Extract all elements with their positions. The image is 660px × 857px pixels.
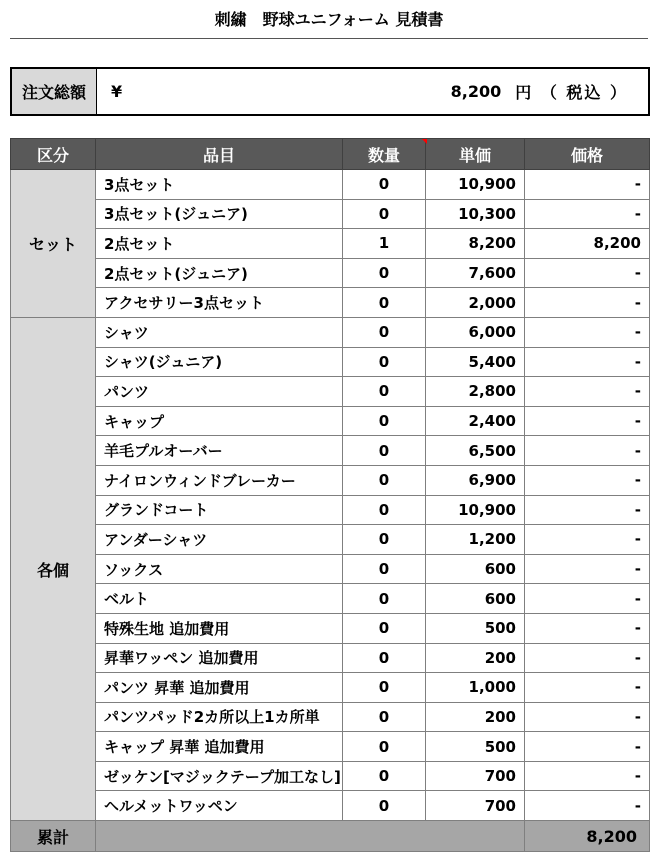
price-cell: -	[525, 288, 650, 318]
item-name-cell: 3点セット	[96, 170, 343, 200]
item-name-cell: パンツ	[96, 377, 343, 407]
header-price: 価格	[525, 139, 650, 170]
item-name-cell: 羊毛プルオーバー	[96, 436, 343, 466]
unit-price-cell: 700	[426, 761, 525, 791]
quantity-cell[interactable]: 0	[343, 702, 426, 732]
price-cell: -	[525, 317, 650, 347]
item-name-cell: ヘルメットワッペン	[96, 791, 343, 821]
quote-table-body	[11, 170, 650, 821]
quote-table	[10, 138, 650, 852]
unit-price-cell: 6,000	[426, 317, 525, 347]
price-cell: -	[525, 554, 650, 584]
item-name-cell: ナイロンウィンドブレーカー	[96, 465, 343, 495]
item-name-cell: ベルト	[96, 584, 343, 614]
item-name-cell: キャップ 昇華 追加費用	[96, 732, 343, 762]
item-name-cell: キャップ	[96, 406, 343, 436]
unit-price-cell: 600	[426, 554, 525, 584]
table-row	[11, 229, 650, 259]
table-row	[11, 465, 650, 495]
cell-comment-indicator	[422, 139, 427, 144]
quantity-cell[interactable]: 0	[343, 495, 426, 525]
price-cell: -	[525, 761, 650, 791]
table-row	[11, 584, 650, 614]
quantity-cell[interactable]: 0	[343, 761, 426, 791]
quantity-cell[interactable]: 0	[343, 317, 426, 347]
unit-price-cell: 2,800	[426, 377, 525, 407]
unit-price-cell: 500	[426, 613, 525, 643]
header-quantity: 数量	[343, 139, 426, 170]
price-cell: -	[525, 584, 650, 614]
table-row	[11, 317, 650, 347]
quantity-cell[interactable]: 0	[343, 465, 426, 495]
table-row	[11, 761, 650, 791]
quantity-cell[interactable]: 0	[343, 258, 426, 288]
table-row	[11, 436, 650, 466]
quantity-cell[interactable]: 0	[343, 732, 426, 762]
table-row	[11, 347, 650, 377]
quantity-cell[interactable]: 0	[343, 347, 426, 377]
unit-price-cell: 200	[426, 702, 525, 732]
unit-price-cell: 2,400	[426, 406, 525, 436]
quantity-cell[interactable]: 0	[343, 554, 426, 584]
price-cell: -	[525, 199, 650, 229]
unit-price-cell: 6,500	[426, 436, 525, 466]
table-header-row	[11, 139, 650, 170]
item-name-cell: アクセサリー3点セット	[96, 288, 343, 318]
item-name-cell: 昇華ワッペン 追加費用	[96, 643, 343, 673]
price-cell: -	[525, 702, 650, 732]
price-cell: -	[525, 673, 650, 703]
table-row	[11, 673, 650, 703]
item-name-cell: パンツパッド2カ所以上1カ所単	[96, 702, 343, 732]
quantity-cell[interactable]: 0	[343, 643, 426, 673]
total-label: 累計	[11, 821, 96, 852]
unit-price-cell: 10,900	[426, 170, 525, 200]
table-row	[11, 702, 650, 732]
price-cell: -	[525, 613, 650, 643]
table-row	[11, 525, 650, 555]
price-cell: -	[525, 495, 650, 525]
table-row	[11, 288, 650, 318]
table-row	[11, 643, 650, 673]
header-category: 区分	[11, 139, 96, 170]
item-name-cell: 3点セット(ジュニア)	[96, 199, 343, 229]
order-total-box	[10, 67, 650, 116]
total-spacer	[96, 821, 525, 852]
title-underline	[10, 38, 648, 39]
unit-price-cell: 6,900	[426, 465, 525, 495]
quantity-cell[interactable]: 0	[343, 199, 426, 229]
item-name-cell: 特殊生地 追加費用	[96, 613, 343, 643]
price-cell: -	[525, 465, 650, 495]
quantity-cell[interactable]: 0	[343, 288, 426, 318]
item-name-cell: パンツ 昇華 追加費用	[96, 673, 343, 703]
item-name-cell: グランドコート	[96, 495, 343, 525]
table-row	[11, 406, 650, 436]
table-row	[11, 791, 650, 821]
unit-price-cell: 1,000	[426, 673, 525, 703]
item-name-cell: 2点セット	[96, 229, 343, 259]
table-row	[11, 170, 650, 200]
unit-price-cell: 200	[426, 643, 525, 673]
order-total-label: 注文総額	[12, 69, 97, 114]
currency-symbol: ¥	[111, 82, 123, 101]
table-row	[11, 554, 650, 584]
order-total-amount: 8,200	[450, 82, 502, 101]
price-cell: -	[525, 377, 650, 407]
document-title: 刺繍 野球ユニフォーム 見積書	[214, 10, 444, 29]
price-cell: -	[525, 643, 650, 673]
item-name-cell: 2点セット(ジュニア)	[96, 258, 343, 288]
header-item: 品目	[96, 139, 343, 170]
price-cell: 8,200	[525, 229, 650, 259]
item-name-cell: シャツ	[96, 317, 343, 347]
table-row	[11, 732, 650, 762]
quantity-cell[interactable]: 0	[343, 406, 426, 436]
table-row	[11, 377, 650, 407]
item-name-cell: シャツ(ジュニア)	[96, 347, 343, 377]
quantity-cell[interactable]: 0	[343, 584, 426, 614]
quantity-cell[interactable]: 1	[343, 229, 426, 259]
unit-price-cell: 700	[426, 791, 525, 821]
price-cell: -	[525, 791, 650, 821]
quantity-cell[interactable]: 0	[343, 613, 426, 643]
unit-price-cell: 500	[426, 732, 525, 762]
quantity-cell[interactable]: 0	[343, 673, 426, 703]
order-total-unit: 円 （ 税込 ）	[515, 83, 628, 102]
quantity-cell[interactable]: 0	[343, 170, 426, 200]
header-unit-price: 単価	[426, 139, 525, 170]
price-cell: -	[525, 258, 650, 288]
price-cell: -	[525, 436, 650, 466]
quantity-cell[interactable]: 0	[343, 525, 426, 555]
table-row	[11, 613, 650, 643]
unit-price-cell: 5,400	[426, 347, 525, 377]
category-cell: 各個	[11, 317, 96, 820]
quantity-cell[interactable]: 0	[343, 791, 426, 821]
unit-price-cell: 10,300	[426, 199, 525, 229]
price-cell: -	[525, 347, 650, 377]
unit-price-cell: 8,200	[426, 229, 525, 259]
item-name-cell: ソックス	[96, 554, 343, 584]
item-name-cell: ゼッケン[マジックテープ加工なし]	[96, 761, 343, 791]
unit-price-cell: 600	[426, 584, 525, 614]
table-row	[11, 495, 650, 525]
unit-price-cell: 7,600	[426, 258, 525, 288]
table-row	[11, 258, 650, 288]
total-row	[11, 821, 650, 852]
quantity-cell[interactable]: 0	[343, 377, 426, 407]
total-value: 8,200	[525, 821, 650, 852]
unit-price-cell: 1,200	[426, 525, 525, 555]
price-cell: -	[525, 170, 650, 200]
unit-price-cell: 2,000	[426, 288, 525, 318]
item-name-cell: アンダーシャツ	[96, 525, 343, 555]
price-cell: -	[525, 525, 650, 555]
quantity-cell[interactable]: 0	[343, 436, 426, 466]
price-cell: -	[525, 732, 650, 762]
table-row	[11, 199, 650, 229]
unit-price-cell: 10,900	[426, 495, 525, 525]
category-cell: セット	[11, 170, 96, 318]
price-cell: -	[525, 406, 650, 436]
